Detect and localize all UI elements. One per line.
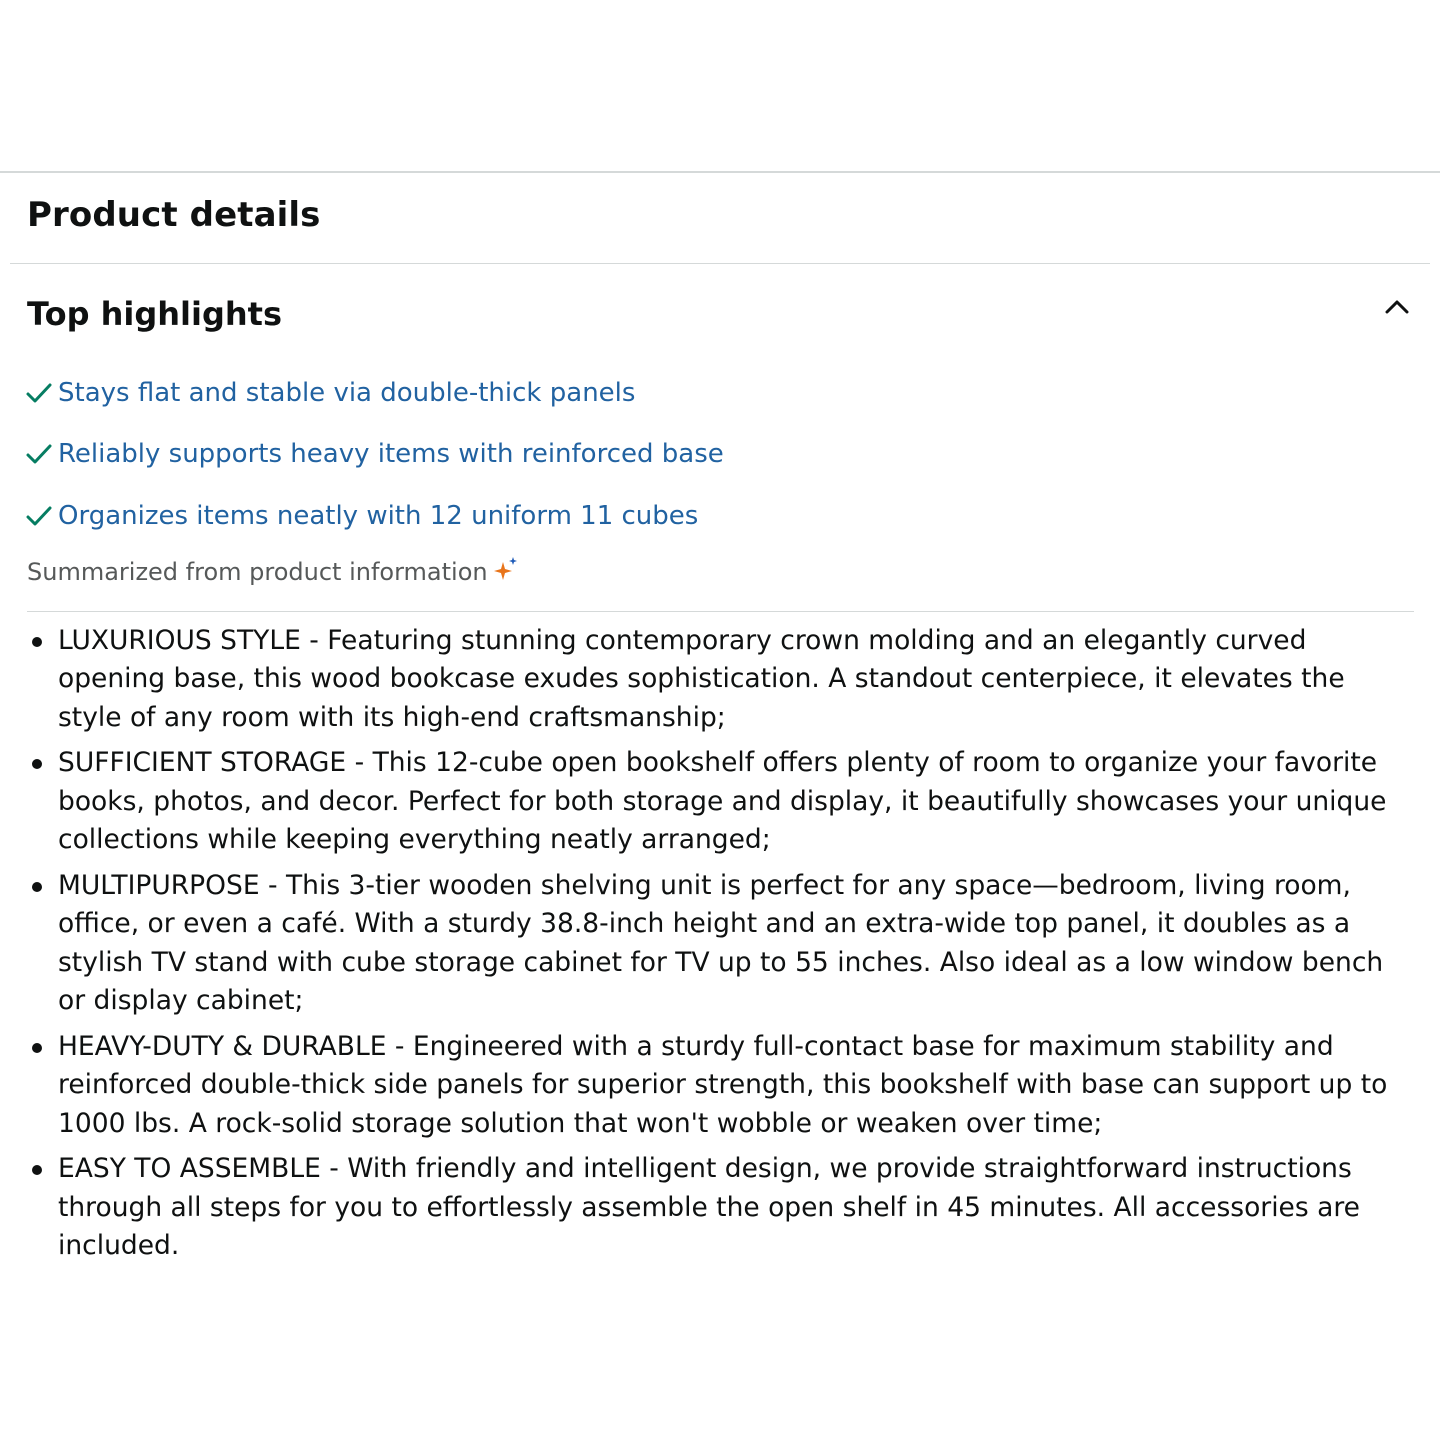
list-divider <box>27 611 1414 612</box>
highlight-item <box>25 485 1414 547</box>
product-details-header <box>0 173 1440 263</box>
highlight-text: Reliably supports heavy items with reinforced base <box>58 439 724 470</box>
highlight-text: Organizes items neatly with 12 uniform 11 cubes <box>58 500 699 531</box>
summary-note-text: Summarized from product information <box>27 557 488 586</box>
highlight-item <box>25 424 1414 486</box>
feature-bullet: LUXURIOUS STYLE - Featuring stunning contemporary crown molding and an elegantly curved opening base, this wood bookcase exudes sophistication. A standout centerpiece, it elevates the style of any room with its high-end craftsmanship; <box>58 622 1414 738</box>
feature-bullet: MULTIPURPOSE - This 3-tier wooden shelving unit is perfect for any space—bedroom, living room, office, or even a café. With a sturdy 38.8-inch height and an extra-wide top panel, it doubles as a stylish TV stand with cube storage cabinet for TV up to 55 inches. Also ideal as a low window bench or display cabinet; <box>58 867 1414 1021</box>
highlight-item <box>25 362 1414 424</box>
feature-bullet-list <box>27 622 1414 1266</box>
check-icon <box>25 503 53 529</box>
top-highlights-title: Top highlights <box>27 295 283 333</box>
sparkle-icon <box>493 556 519 582</box>
feature-bullet: HEAVY-DUTY & DURABLE - Engineered with a sturdy full-contact base for maximum stability and reinforced double-thick side panels for superior strength, this bookshelf with base can support up to 1000 lbs. A rock-solid storage solution that won't wobble or weaken over time; <box>58 1028 1414 1144</box>
feature-bullet: SUFFICIENT STORAGE - This 12-cube open bookshelf offers plenty of room to organize your favorite books, photos, and decor. Perfect for both storage and display, it beautifully showcases your unique collections while keeping everything neatly arranged; <box>58 744 1414 860</box>
chevron-up-icon[interactable] <box>1380 291 1414 325</box>
highlight-list <box>27 362 1414 547</box>
highlight-text: Stays flat and stable via double-thick panels <box>58 377 636 408</box>
product-details-title: Product details <box>27 195 321 235</box>
feature-bullet: EASY TO ASSEMBLE - With friendly and intelligent design, we provide straightforward instructions through all steps for you to effortlessly assemble the open shelf in 45 minutes. All accessories are included. <box>58 1150 1414 1266</box>
top-highlights-section <box>0 264 1440 1266</box>
top-blank-area <box>0 0 1440 171</box>
summary-note <box>27 543 1414 601</box>
top-highlights-header[interactable] <box>27 264 1414 362</box>
check-icon <box>25 441 53 467</box>
check-icon <box>25 380 53 406</box>
